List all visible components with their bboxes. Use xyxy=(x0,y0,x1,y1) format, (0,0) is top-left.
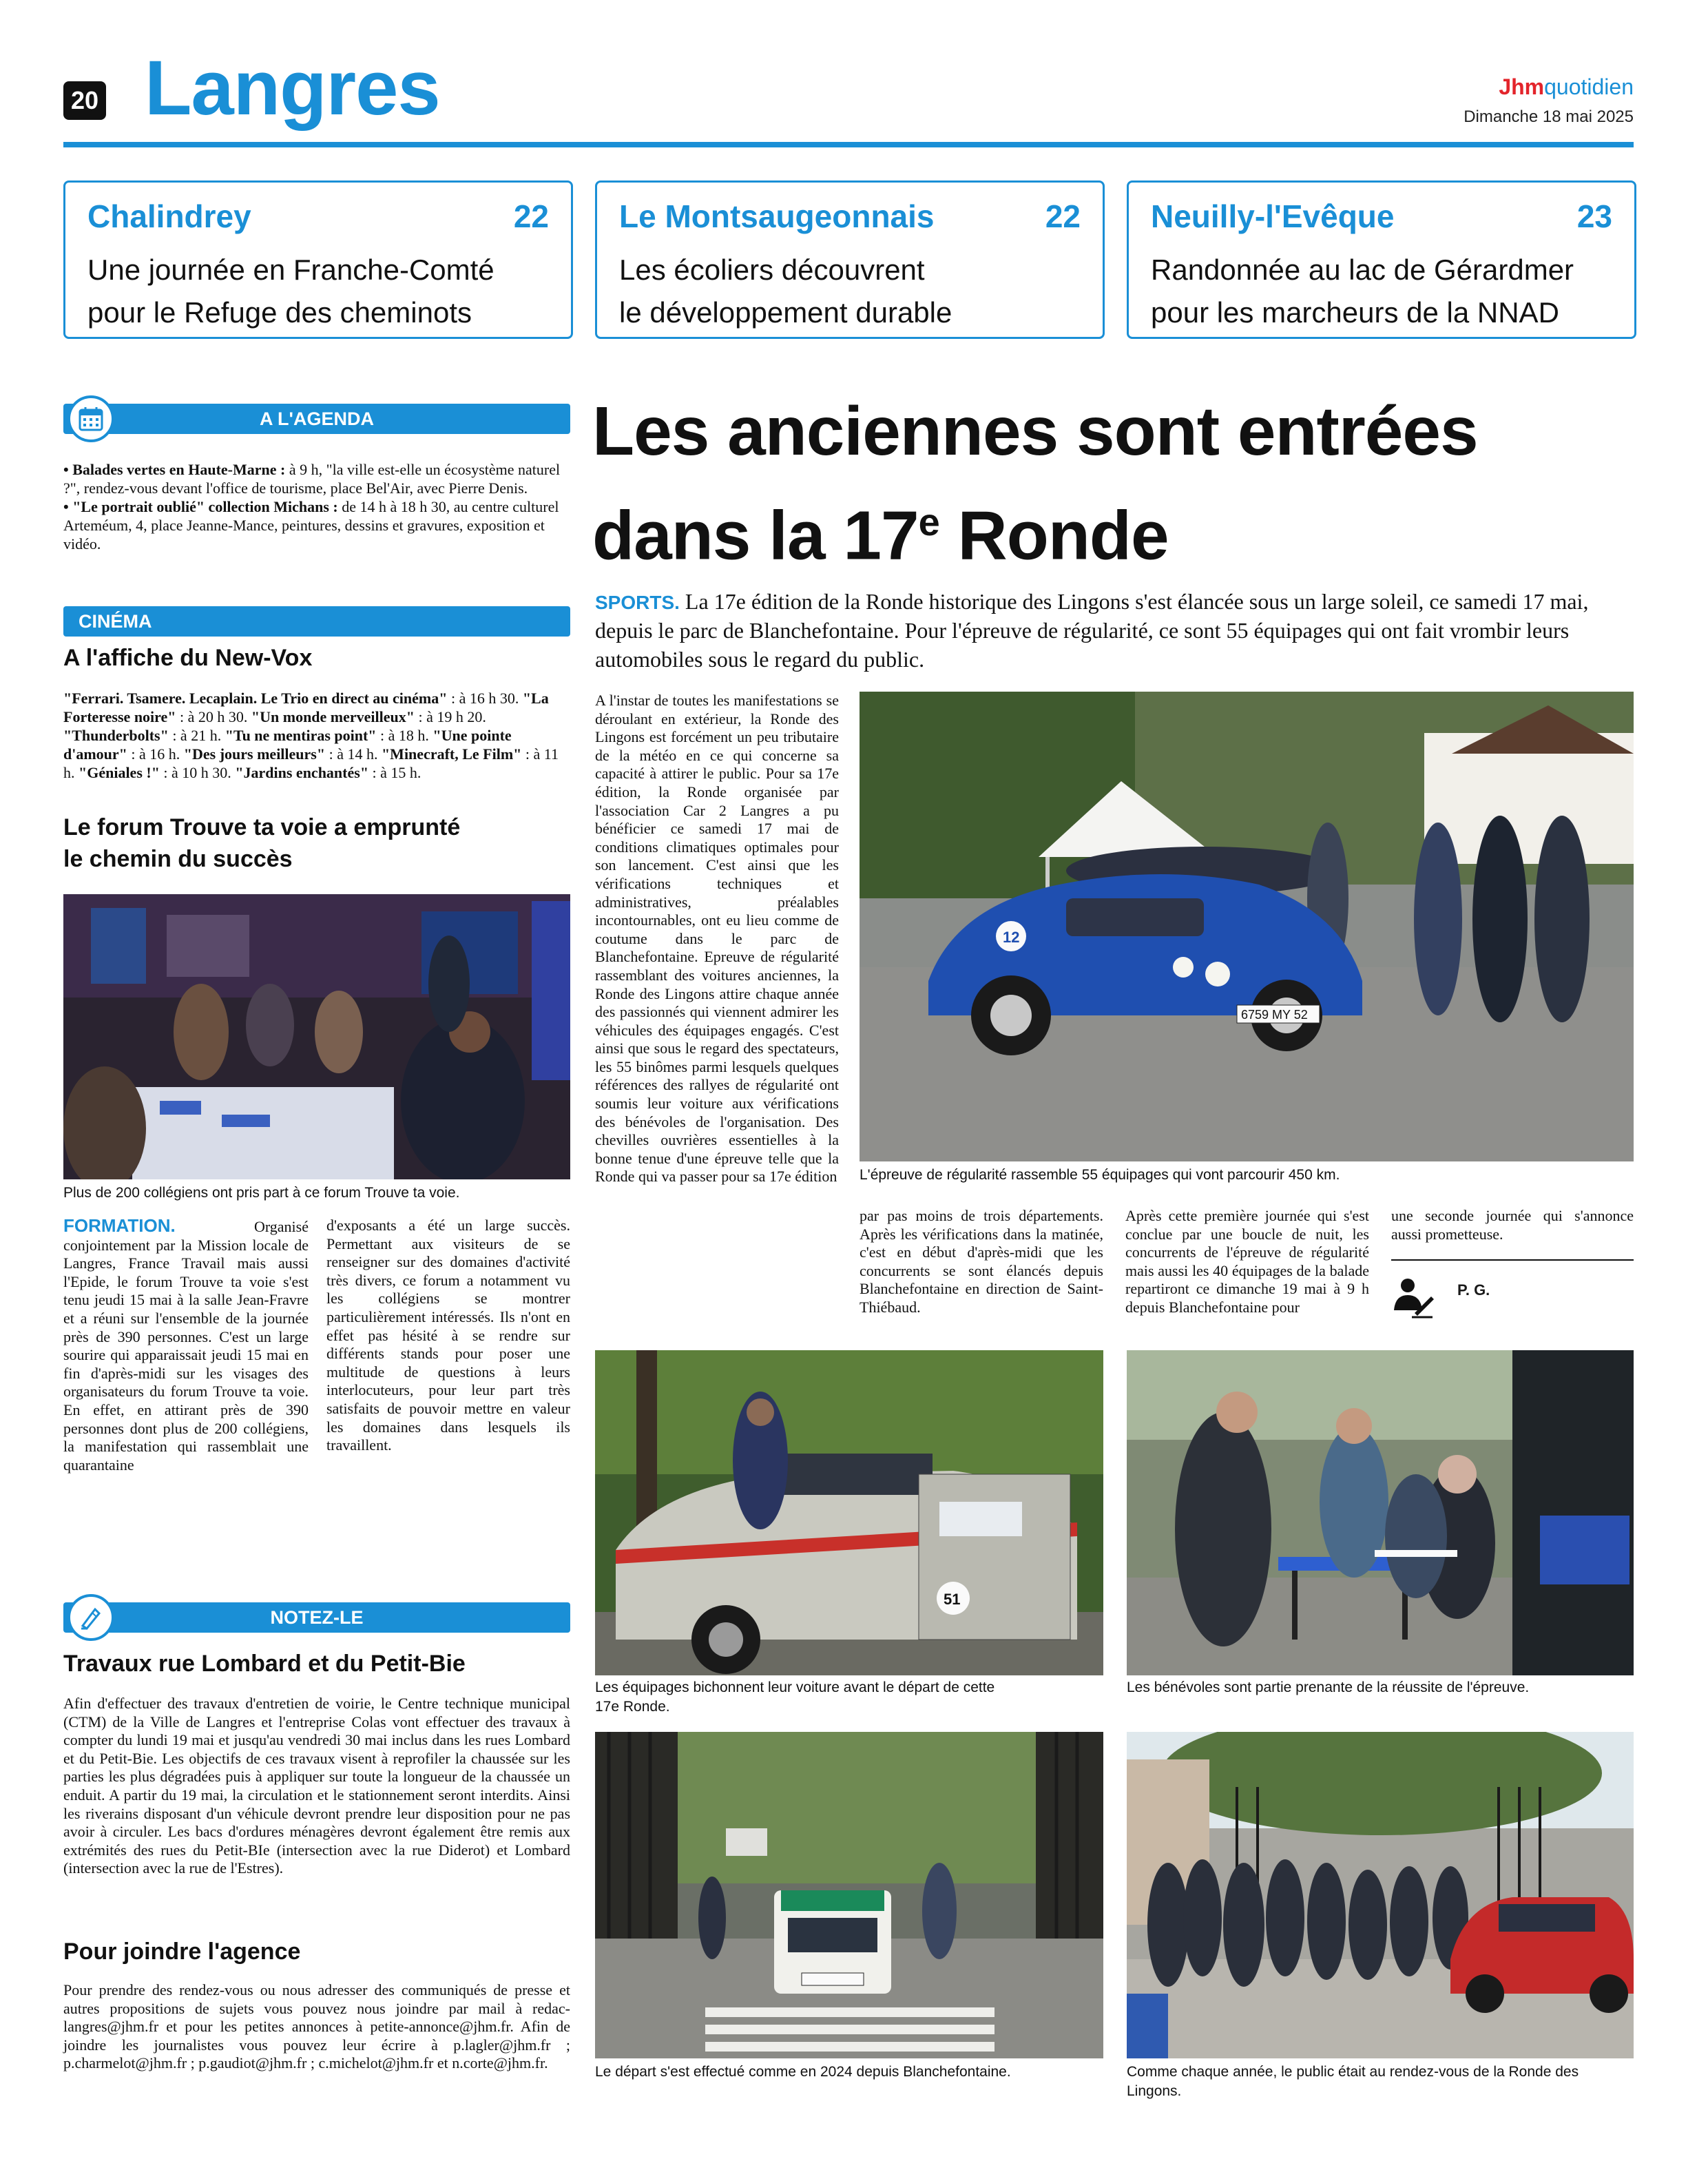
headline-part: Ronde xyxy=(939,497,1169,575)
film-time: : à 14 h. xyxy=(325,745,382,763)
cinema-listing xyxy=(63,689,570,782)
brand-logo xyxy=(1499,74,1634,100)
headline-line xyxy=(592,477,1632,581)
section-title: Langres xyxy=(145,45,440,131)
forum-photo xyxy=(63,894,570,1179)
agence-title: Pour joindre l'agence xyxy=(63,1939,301,1965)
main-photo-caption: L'épreuve de régularité rassemble 55 équipages qui vont parcourir 450 km. xyxy=(860,1167,1340,1183)
forum-text-col-1 xyxy=(63,1217,309,1474)
grooming-caption: Les équipages bichonnent leur voiture avant le départ de cette 17e Ronde. xyxy=(595,1680,995,1715)
cinema-title: A l'affiche du New-Vox xyxy=(63,645,313,671)
brand-jhm: Jhm xyxy=(1499,74,1545,99)
notez-title: Travaux rue Lombard et du Petit-Bie xyxy=(63,1651,466,1677)
notez-band xyxy=(63,1602,570,1633)
article-signature: P. G. xyxy=(1457,1281,1490,1299)
public-photo xyxy=(1127,1732,1634,2058)
public-caption: Comme chaque année, le public était au rendez-vous de la Ronde des Lingons. xyxy=(1127,2064,1579,2099)
film-time: : à 16 h. xyxy=(127,745,184,763)
agenda-item-text: de 14 h à 18 h 30, au centre culturel Arteméum, 4, place Jeanne-Mance, peintures, dessins et gravures, exposition et vidéo. xyxy=(63,498,559,552)
agence-paragraph: Pour prendre des rendez-vous ou nous adresser des communiqués de presse et autres propositions de sujets vous pouvez nous joindre par mail à redac-langres@jhm.fr et pour les petites annonces à petite-annonce@jhm.fr. Afin de joindre les journalistes vous pouvez leur écrire à p.lagler@jhm.fr ; p.charmelot@jhm.fr ; p.gaudiot@jhm.fr ; c.michelot@jhm.fr et n.corte@jhm.fr. xyxy=(63,1981,570,2072)
agenda-label: A L'AGENDA xyxy=(260,408,374,429)
cinema-band xyxy=(63,606,570,637)
article-col-2 xyxy=(860,1207,1103,1317)
film-time: : à 10 h 30. xyxy=(159,764,236,781)
main-rally-photo xyxy=(860,692,1634,1161)
forum-paragraph: Organisé conjointement par la Mission locale de Langres, France Travail mais aussi l'Epide, le forum Trouve ta voie s'est tenu jeudi 15 mai à la salle Jean-Fravre et a réuni sur l'ensemble de la journée près de 390 personnes. C'est un large sourire qui apparaissait jeudi 15 mai en fin d'après-midi sur les visages des organisateurs du forum Trouve ta voie. En effet, en attirant près de 390 personnes dont plus de 200 collégiens, la manifestation qui rassemblait une quarantaine xyxy=(63,1218,309,1474)
notez-text xyxy=(63,1695,570,1878)
article-col-3 xyxy=(1125,1207,1369,1317)
notez-paragraph: Afin d'effectuer des travaux d'entretien de voirie, le Centre technique municipal (CTM) de la Ville de Langres et l'entreprise Colas vont effectuer des travaux à compter du lundi 19 mai et jusqu'au vendredi 30 mai inclus dans les rues Lombard et du Petit-Bie. Les objectifs de ces travaux visent à reprofiler la chaussée sur les parties les plus dégradées puis à appliquer sur toute la longueur de la chaussée un enduit. A partir du 19 mai, la circulation et le stationnement seront interdits. Ainsi les riverains disposant d'un véhicule devront prendre leur disposition pour ne pas avoir à circuler. Les bacs d'ordures ménagères devront également être remis aux extrémités des rues du Petit-BIe (intersection avec la rue Diderot) et Lombard (intersection avec la rue de l'Estres). xyxy=(63,1695,570,1877)
agenda-item-title: • Balades vertes en Haute-Marne : xyxy=(63,461,286,478)
forum-kicker: FORMATION. xyxy=(63,1215,176,1236)
film-title: "Des jours meilleurs" xyxy=(183,745,326,763)
film-title: "Géniales !" xyxy=(79,764,160,781)
film-title: "Jardins enchantés" xyxy=(235,764,369,781)
film-time: : à 11 h. xyxy=(63,745,559,781)
article-paragraph: une seconde journée qui s'annonce aussi prometteuse. xyxy=(1391,1207,1634,1243)
forum-paragraph: d'exposants a été un large succès. Permettant aux visiteurs de se renseigner sur des domaines d'activité très divers, ce forum a notamment vu les collégiens se montrer particulièrement intéressés. Ils n'ont en effet pas hésité à se rendre sur différents stands pour poser une multitude de questions à leurs interlocuteurs, pour leur part très satisfaits de pouvoir mettre en valeur les domaines dans lesquels ils travaillent. xyxy=(326,1217,570,1454)
forum-title-line: Le forum Trouve ta voie a emprunté xyxy=(63,814,461,840)
film-time: : à 20 h 30. xyxy=(176,708,251,725)
film-title: "Tu ne mentiras point" xyxy=(225,727,377,744)
article-col-4 xyxy=(1391,1207,1634,1243)
article-headline xyxy=(592,386,1632,581)
issue-date: Dimanche 18 mai 2025 xyxy=(1464,107,1634,126)
agence-text xyxy=(63,1981,570,2073)
teaser-page: 22 xyxy=(513,198,549,234)
film-title: "Thunderbolts" xyxy=(63,727,169,744)
brand-quotidien: quotidien xyxy=(1544,74,1634,99)
teaser-text: Randonnée au lac de Gérardmer xyxy=(1151,254,1574,286)
rally-number: 51 xyxy=(944,1591,961,1608)
header-rule xyxy=(63,142,1634,147)
forum-title-line: le chemin du succès xyxy=(63,846,293,872)
plate-text: 6759 MY 52 xyxy=(1241,1008,1308,1022)
teaser-box[interactable] xyxy=(1127,180,1636,339)
film-title: "Minecraft, Le Film" xyxy=(381,745,522,763)
article-chapo xyxy=(595,587,1628,674)
agenda-item-text: à 9 h, "la ville est-elle un écosystème naturel ?", rendez-vous devant l'office de tourisme, place Bel'Air, avec Pierre Denis. xyxy=(63,461,561,497)
teaser-text: le développement durable xyxy=(619,296,952,329)
agenda-item-title: • "Le portrait oublié" collection Michans : xyxy=(63,498,338,515)
article-paragraph: par pas moins de trois départements. Après les vérifications dans la matinée, c'est en début d'après-midi que les concurrents se sont élancés depuis Blanchefontaine en direction de Saint-Thiébaud. xyxy=(860,1207,1103,1316)
film-title: "Ferrari. Tsamere. Lecaplain. Le Trio en direct au cinéma" xyxy=(63,690,448,707)
film-time: : à 21 h. xyxy=(168,727,225,744)
teaser-text: Les écoliers découvrent xyxy=(619,254,925,286)
film-title: "Une pointe d'amour" xyxy=(63,727,512,763)
headline-part: dans la 17 xyxy=(592,497,919,575)
film-time: : à 18 h. xyxy=(376,727,433,744)
pen-icon xyxy=(67,1594,114,1641)
teaser-page: 22 xyxy=(1045,198,1081,234)
teaser-text: pour les marcheurs de la NNAD xyxy=(1151,296,1559,329)
teaser-place: Neuilly-l'Evêque xyxy=(1151,198,1395,234)
article-paragraph: Après cette première journée qui s'est conclue par une boucle de nuit, les concurrents de l'épreuve de régularité mais aussi les 40 équipages de la balade repartiront ce dimanche 19 mai à 9 h depuis Blanchefontaine pour xyxy=(1125,1207,1369,1316)
teaser-page: 23 xyxy=(1576,198,1612,234)
cinema-label: CINÉMA xyxy=(79,610,152,632)
forum-caption: Plus de 200 collégiens ont pris part à ce forum Trouve ta voie. xyxy=(63,1185,460,1201)
agenda-band xyxy=(63,404,570,434)
film-time: : à 16 h 30. xyxy=(447,690,523,707)
article-paragraph: A l'instar de toutes les manifestations se déroulant en extérieur, la Ronde des Lingons est forcément un peu tributaire de la météo en ce qui concerne sa capacité à attirer le public. Pour sa 17e édition, la Ronde organisée par l'association Car 2 Langres a pu bénéficier ce samedi 17 mai de conditions climatiques optimales pour son lancement. C'est ainsi que les vérifications techniques et administratives, préalables incontournables, ont eu lieu comme de coutume dans le parc de Blanchefontaine. Epreuve de régularité rassemblant des voitures anciennes, la Ronde des Lingons attire chaque année des passionnés qui viennent admirer les véhicules des équipages engagés. C'est ainsi que sous le regard des spectateurs, les 55 binômes parmi lesquels quelques références des rallyes de régularité ont soumis leur voiture aux vérifications des bénévoles de l'organisation. Des chevilles ouvrières essentielles à la bonne tenue d'une épreuve telle que la Ronde qui va passer pour sa 17e édition xyxy=(595,692,839,1186)
volunteers-photo xyxy=(1127,1350,1634,1675)
notez-label: NOTEZ-LE xyxy=(270,1606,364,1628)
signature-rule xyxy=(1391,1259,1634,1261)
headline-sup: e xyxy=(918,500,939,544)
start-caption: Le départ s'est effectué comme en 2024 depuis Blanchefontaine. xyxy=(595,2064,1011,2080)
article-col-1 xyxy=(595,692,839,1186)
agenda-item xyxy=(63,460,570,497)
forum-title xyxy=(63,812,570,875)
article-kicker: SPORTS. xyxy=(595,592,680,613)
headline-line: Les anciennes sont entrées xyxy=(592,393,1478,470)
teaser-place: Chalindrey xyxy=(87,198,251,234)
page-number: 20 xyxy=(63,81,106,120)
agenda-item xyxy=(63,497,570,553)
teaser-box[interactable] xyxy=(63,180,573,339)
agenda-list xyxy=(63,460,570,553)
film-time: : à 15 h. xyxy=(368,764,421,781)
teaser-box[interactable] xyxy=(595,180,1105,339)
calendar-icon xyxy=(67,395,114,442)
volunteers-caption: Les bénévoles sont partie prenante de la réussite de l'épreuve. xyxy=(1127,1680,1530,1695)
teaser-text: Une journée en Franche-Comté xyxy=(87,254,494,286)
chapo-text: La 17e édition de la Ronde historique des Lingons s'est élancée sous un large soleil, ce samedi 17 mai, depuis le parc de Blanchefontaine. Pour l'épreuve de régularité, ce sont 55 équipages qui ont fait vrombir leurs automobiles sous le regard du public. xyxy=(595,589,1589,672)
rally-number: 12 xyxy=(1003,929,1020,946)
forum-text-col-2 xyxy=(326,1217,570,1455)
teaser-text: pour le Refuge des cheminots xyxy=(87,296,472,329)
author-icon xyxy=(1391,1276,1435,1320)
teaser-place: Le Montsaugeonnais xyxy=(619,198,935,234)
start-photo xyxy=(595,1732,1103,2058)
rally-photo-grooming xyxy=(595,1350,1103,1675)
film-time: : à 19 h 20. xyxy=(414,708,486,725)
film-title: "Un monde merveilleux" xyxy=(251,708,415,725)
film-title: "La Forteresse noire" xyxy=(63,690,549,725)
